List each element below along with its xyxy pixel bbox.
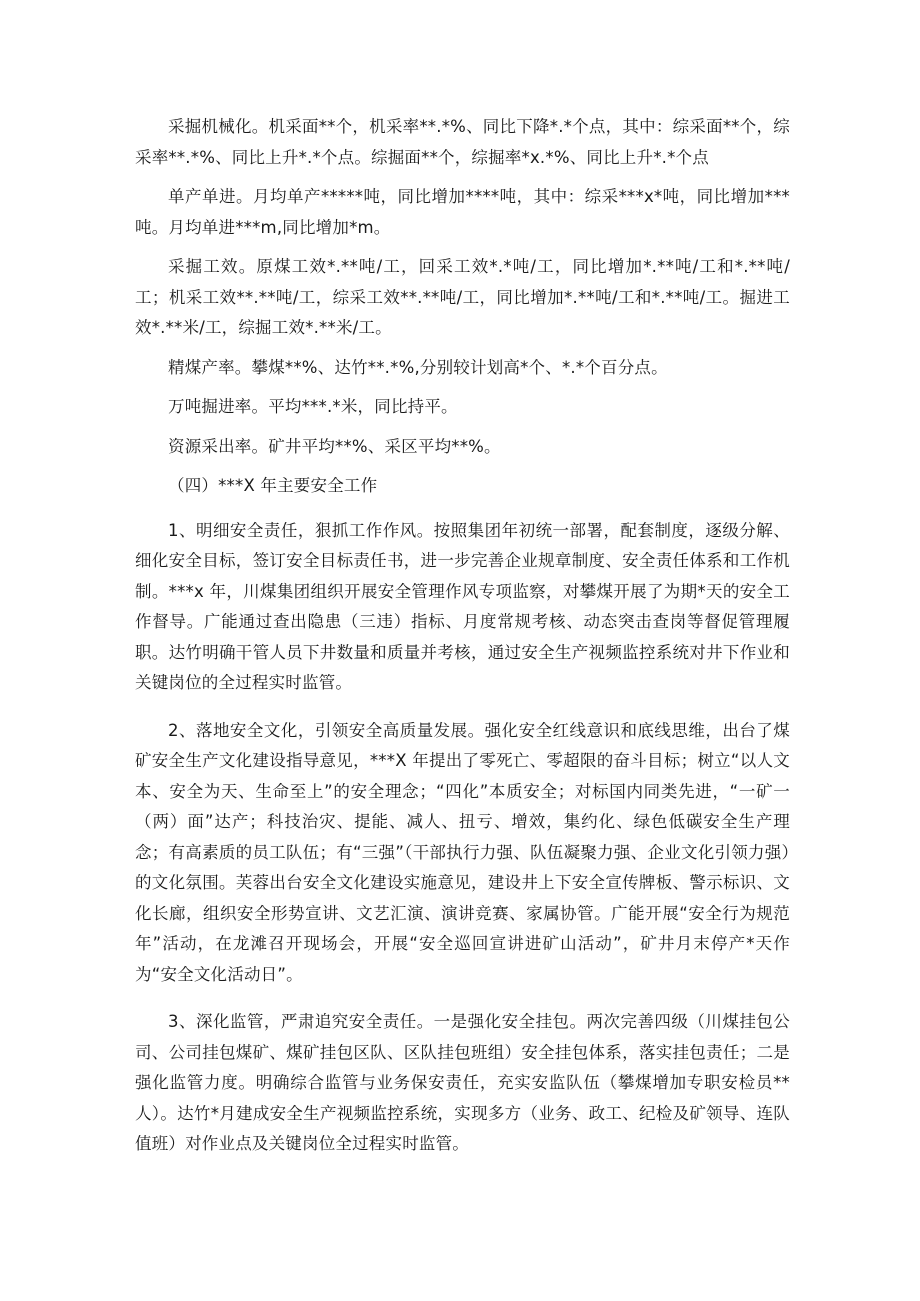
- section-heading: （四）***X 年主要安全工作: [168, 476, 378, 495]
- paragraph-recovery-rate: 资源采出率。矿井平均**%、采区平均**%。: [168, 436, 501, 456]
- paragraph-clean-coal-rate: 精煤产率。攀煤**%、达竹**.*%,分别较计划高*个、*.*个百分点。: [168, 357, 668, 377]
- paragraph-tunneling-rate: 万吨掘进率。平均***.*米，同比持平。: [168, 397, 458, 416]
- item-safety-culture: 2、落地安全文化，引领安全高质量发展。强化安全红线意识和底线思维，出台了煤矿安全生产文化建设指导意见，***X 年提出了零死亡、零超限的奋斗目标；树立“以人文本、安全为天、生命至上”的安全理念；“四化”本质安全；对标国内同类先进，“一矿一（两）面”达产；科技治灾、提能、减人、扭亏、增效，集约化、绿色低碳安全生产理念；有高素质的员工队伍；有“三强”（干部执行力强、队伍凝聚力强、企业文化引领力强）的文化氛围。芙蓉出台安全文化建设实施意见，建设井上下安全宣传牌板、警示标识、文化长廊，组织安全形势宣讲、文艺汇演、演讲竞赛、家属协管。广能开展“安全行为规范年”活动，在龙滩召开现场会，开展“安全巡回宣讲进矿山活动”，矿井月末停产*天作为“安全文化活动日”。: [135, 720, 790, 984]
- paragraph-efficiency: 采掘工效。原煤工效*.**吨/工，回采工效*.*吨/工，同比增加*.**吨/工和*.**吨/工；机采工效**.**吨/工，综采工效**.**吨/工，同比增加*.**吨/工和*.**吨/工。掘进工效*.**米/工，综掘工效*.**米/工。: [135, 257, 790, 337]
- item-safety-responsibility: 1、明细安全责任，狠抓工作作风。按照集团年初统一部署，配套制度，逐级分解、细化安全目标，签订安全目标责任书，进一步完善企业规章制度、安全责任体系和工作机制。***x 年，川煤集团组织开展安全管理作风专项监察，对攀煤开展了为期*天的安全工作督导。广能通过查出隐患（三违）指标、月度常规考核、动态突击查岗等督促管理履职。达竹明确干管人员下井数量和质量并考核，通过安全生产视频监控系统对井下作业和关键岗位的全过程实时监管。: [135, 520, 790, 692]
- paragraph-unit-output: 单产单进。月均单产*****吨，同比增加****吨，其中：综采***x*吨，同比增加***吨。月均单进***m,同比增加*m。: [135, 187, 790, 237]
- document-body: [135, 112, 790, 1177]
- paragraph-mechanization: 采掘机械化。机采面**个，机采率**.*%、同比下降*.*个点，其中：综采面**个，综采率**.*%、同比上升*.*个点。综掘面**个，综掘率*x.*%、同比上升*.*个点: [135, 117, 790, 167]
- item-supervision: 3、深化监管，严肃追究安全责任。一是强化安全挂包。两次完善四级（川煤挂包公司、公司挂包煤矿、煤矿挂包区队、区队挂包班组）安全挂包体系，落实挂包责任；二是强化监管力度。明确综合监管与业务保安责任，充实安监队伍（攀煤增加专职安检员**人）。达竹*月建成安全生产视频监控系统，实现多方（业务、政工、纪检及矿领导、连队值班）对作业点及关键岗位全过程实时监管。: [135, 1012, 790, 1153]
